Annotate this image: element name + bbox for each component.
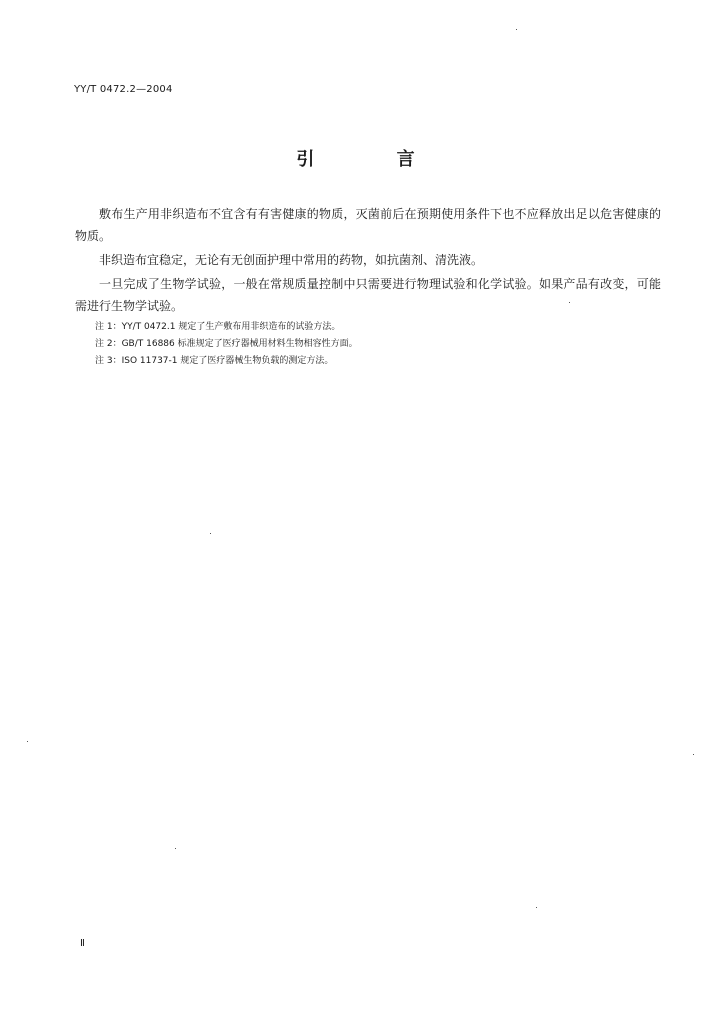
page-number: Ⅱ (80, 938, 85, 949)
page-title: 引 言 (296, 149, 453, 170)
note-item: 注 1：YY/T 0472.1 规定了生产敷布用非织造布的试验方法。 (95, 322, 341, 332)
introduction-body (75, 203, 661, 370)
paragraph: 非织造布宜稳定，无论有无创面护理中常用的药物，如抗菌剂、清洗液。 (99, 253, 484, 267)
note-item: 注 3：ISO 11737-1 规定了医疗器械生物负载的测定方法。 (95, 356, 334, 366)
scan-speck (693, 754, 694, 755)
scan-speck (569, 302, 570, 303)
notes-list (75, 319, 661, 370)
scan-speck (516, 29, 517, 30)
paragraph: 一旦完成了生物学试验，一般在常规质量控制中只需要进行物理试验和化学试验。如果产品有改变，可能需进行生物学试验。 (75, 277, 661, 313)
scan-speck (27, 741, 28, 742)
scan-speck (210, 533, 211, 534)
scan-speck (175, 848, 176, 849)
paragraph: 敷布生产用非织造布不宜含有有害健康的物质，灭菌前后在预期使用条件下也不应释放出足以危害健康的物质。 (75, 207, 661, 243)
note-item: 注 2：GB/T 16886 标准规定了医疗器械用材料生物相容性方面。 (95, 339, 358, 349)
standard-code: YY/T 0472.2—2004 (74, 84, 173, 95)
scan-speck (536, 907, 537, 908)
